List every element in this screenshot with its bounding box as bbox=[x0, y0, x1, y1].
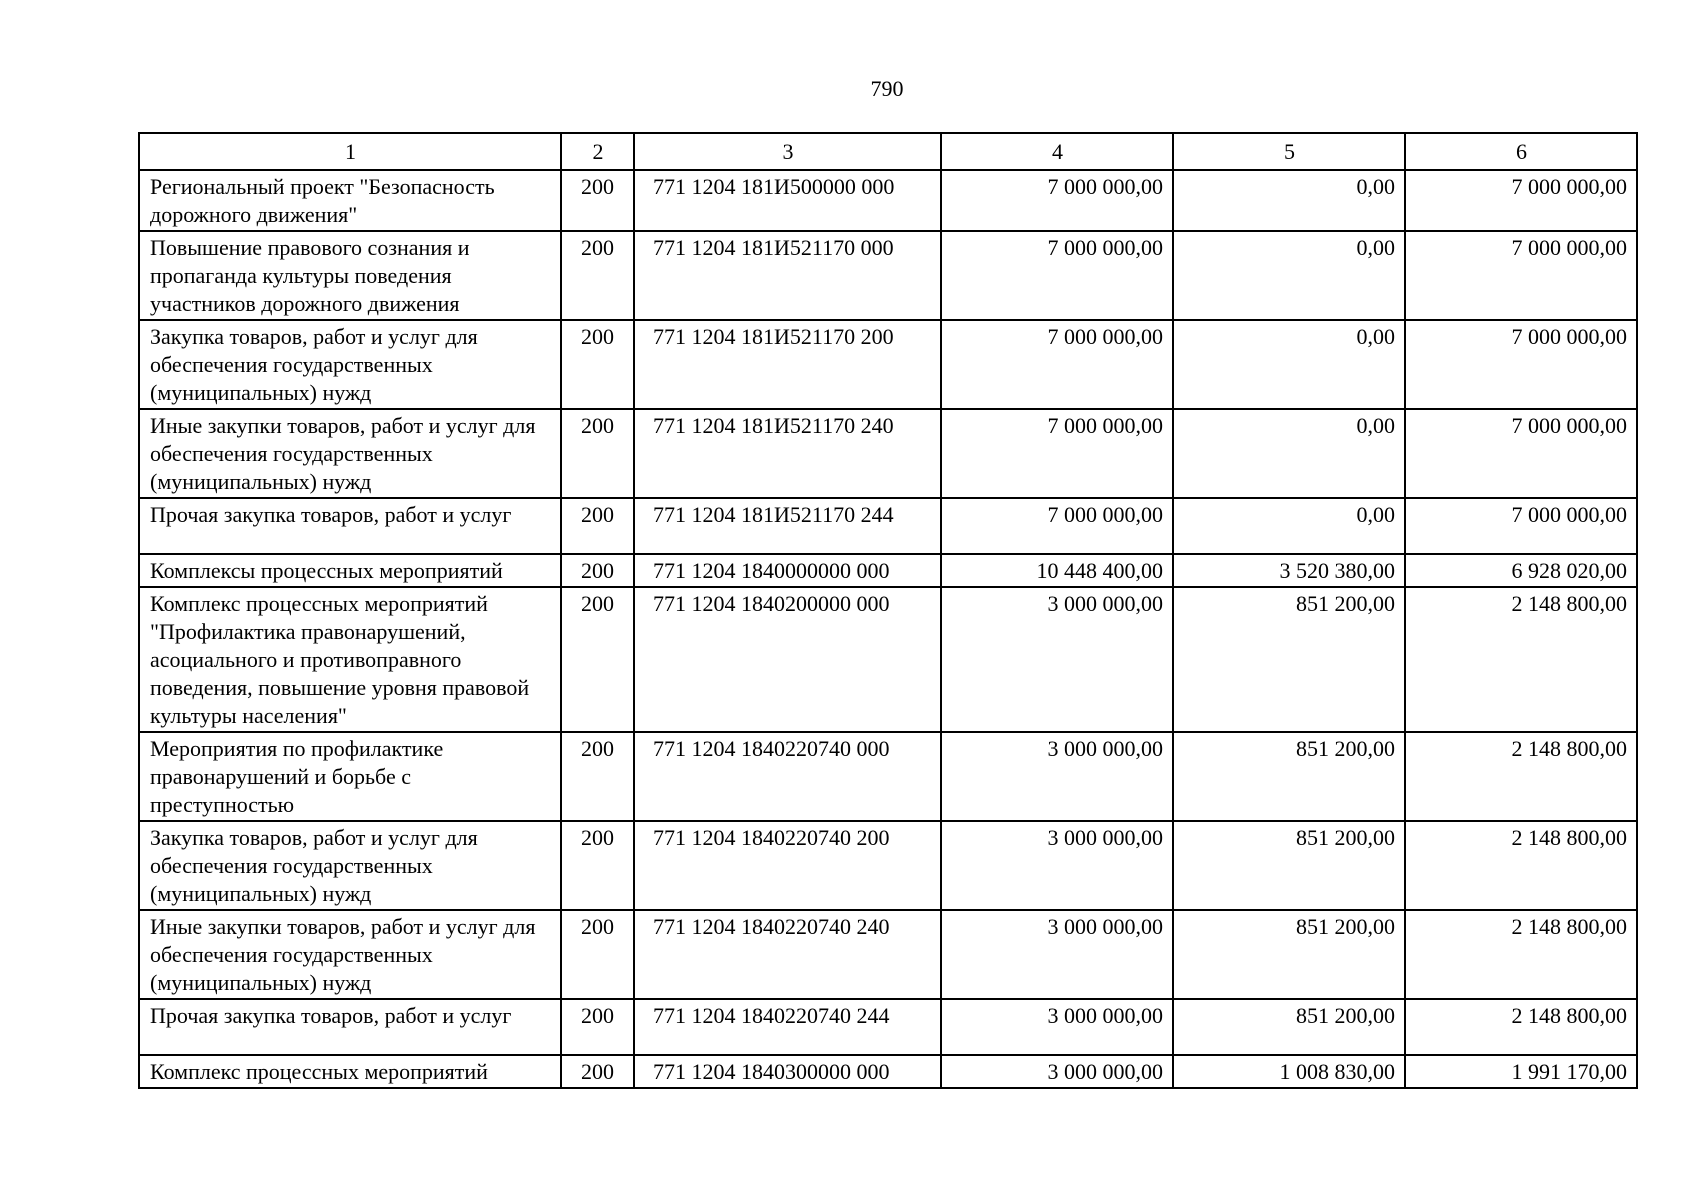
row-code-cell: 771 1204 181И521170 000 bbox=[634, 231, 941, 320]
row-value-col6: 7 000 000,00 bbox=[1405, 170, 1637, 231]
row-code-cell: 771 1204 1840000000 000 bbox=[634, 554, 941, 587]
row-value-col6: 2 148 800,00 bbox=[1405, 910, 1637, 999]
row-group-cell: 200 bbox=[561, 320, 634, 409]
table-row bbox=[139, 587, 1637, 732]
row-group-cell: 200 bbox=[561, 498, 634, 554]
row-value-col4: 3 000 000,00 bbox=[941, 732, 1173, 821]
table-row bbox=[139, 554, 1637, 587]
row-name-cell: Мероприятия по профилактике правонарушений и борьбе с преступностью bbox=[139, 732, 561, 821]
table-row bbox=[139, 821, 1637, 910]
row-value-col4: 3 000 000,00 bbox=[941, 999, 1173, 1055]
row-value-col5: 851 200,00 bbox=[1173, 587, 1405, 732]
row-value-col5: 1 008 830,00 bbox=[1173, 1055, 1405, 1088]
row-code-cell: 771 1204 1840220740 000 bbox=[634, 732, 941, 821]
row-value-col5: 0,00 bbox=[1173, 498, 1405, 554]
table-row bbox=[139, 999, 1637, 1055]
row-value-col6: 2 148 800,00 bbox=[1405, 587, 1637, 732]
row-value-col5: 0,00 bbox=[1173, 409, 1405, 498]
row-group-cell: 200 bbox=[561, 554, 634, 587]
header-col-3: 3 bbox=[634, 133, 941, 170]
row-name-cell: Повышение правового сознания и пропаганда культуры поведения участников дорожного движения bbox=[139, 231, 561, 320]
row-code-cell: 771 1204 1840220740 200 bbox=[634, 821, 941, 910]
header-col-4: 4 bbox=[941, 133, 1173, 170]
row-value-col6: 2 148 800,00 bbox=[1405, 821, 1637, 910]
row-value-col6: 2 148 800,00 bbox=[1405, 999, 1637, 1055]
header-col-1: 1 bbox=[139, 133, 561, 170]
row-name-cell: Прочая закупка товаров, работ и услуг bbox=[139, 498, 561, 554]
row-value-col6: 7 000 000,00 bbox=[1405, 231, 1637, 320]
row-value-col6: 7 000 000,00 bbox=[1405, 320, 1637, 409]
row-value-col4: 7 000 000,00 bbox=[941, 320, 1173, 409]
row-name-cell: Закупка товаров, работ и услуг для обеспечения государственных (муниципальных) нужд bbox=[139, 821, 561, 910]
header-col-2: 2 bbox=[561, 133, 634, 170]
header-col-6: 6 bbox=[1405, 133, 1637, 170]
row-name-cell: Иные закупки товаров, работ и услуг для обеспечения государственных (муниципальных) нужд bbox=[139, 910, 561, 999]
row-code-cell: 771 1204 1840220740 240 bbox=[634, 910, 941, 999]
row-value-col5: 851 200,00 bbox=[1173, 732, 1405, 821]
row-group-cell: 200 bbox=[561, 1055, 634, 1088]
table-row bbox=[139, 732, 1637, 821]
row-value-col5: 0,00 bbox=[1173, 170, 1405, 231]
row-name-cell: Комплекс процессных мероприятий bbox=[139, 1055, 561, 1088]
row-value-col4: 10 448 400,00 bbox=[941, 554, 1173, 587]
page-number: 790 bbox=[870, 76, 904, 101]
row-name-cell: Региональный проект "Безопасность дорожного движения" bbox=[139, 170, 561, 231]
row-value-col5: 851 200,00 bbox=[1173, 821, 1405, 910]
table-row bbox=[139, 320, 1637, 409]
row-code-cell: 771 1204 181И521170 240 bbox=[634, 409, 941, 498]
row-code-cell: 771 1204 1840300000 000 bbox=[634, 1055, 941, 1088]
row-value-col6: 7 000 000,00 bbox=[1405, 409, 1637, 498]
row-value-col6: 7 000 000,00 bbox=[1405, 498, 1637, 554]
row-name-cell: Комплексы процессных мероприятий bbox=[139, 554, 561, 587]
table-header bbox=[139, 133, 1637, 170]
row-code-cell: 771 1204 181И521170 244 bbox=[634, 498, 941, 554]
row-group-cell: 200 bbox=[561, 409, 634, 498]
table-row bbox=[139, 910, 1637, 999]
row-value-col4: 3 000 000,00 bbox=[941, 910, 1173, 999]
table-row bbox=[139, 498, 1637, 554]
row-group-cell: 200 bbox=[561, 732, 634, 821]
row-name-cell: Иные закупки товаров, работ и услуг для обеспечения государственных (муниципальных) нужд bbox=[139, 409, 561, 498]
row-name-cell: Прочая закупка товаров, работ и услуг bbox=[139, 999, 561, 1055]
row-value-col6: 2 148 800,00 bbox=[1405, 732, 1637, 821]
row-value-col4: 7 000 000,00 bbox=[941, 498, 1173, 554]
header-col-5: 5 bbox=[1173, 133, 1405, 170]
row-value-col5: 851 200,00 bbox=[1173, 910, 1405, 999]
budget-table bbox=[138, 132, 1638, 1089]
table-row bbox=[139, 170, 1637, 231]
row-code-cell: 771 1204 1840220740 244 bbox=[634, 999, 941, 1055]
row-value-col4: 3 000 000,00 bbox=[941, 1055, 1173, 1088]
header-row bbox=[139, 133, 1637, 170]
row-name-cell: Закупка товаров, работ и услуг для обеспечения государственных (муниципальных) нужд bbox=[139, 320, 561, 409]
row-value-col4: 7 000 000,00 bbox=[941, 231, 1173, 320]
row-value-col4: 7 000 000,00 bbox=[941, 170, 1173, 231]
row-group-cell: 200 bbox=[561, 231, 634, 320]
table-body bbox=[139, 170, 1637, 1088]
row-group-cell: 200 bbox=[561, 170, 634, 231]
row-value-col5: 0,00 bbox=[1173, 231, 1405, 320]
row-value-col5: 3 520 380,00 bbox=[1173, 554, 1405, 587]
row-name-cell: Комплекс процессных мероприятий "Профилактика правонарушений, асоциального и противоправного поведения, повышение уровня правовой культуры населения" bbox=[139, 587, 561, 732]
row-value-col6: 6 928 020,00 bbox=[1405, 554, 1637, 587]
row-value-col6: 1 991 170,00 bbox=[1405, 1055, 1637, 1088]
row-value-col4: 7 000 000,00 bbox=[941, 409, 1173, 498]
row-value-col5: 851 200,00 bbox=[1173, 999, 1405, 1055]
table-row bbox=[139, 409, 1637, 498]
row-code-cell: 771 1204 1840200000 000 bbox=[634, 587, 941, 732]
row-value-col4: 3 000 000,00 bbox=[941, 587, 1173, 732]
table-row bbox=[139, 1055, 1637, 1088]
row-group-cell: 200 bbox=[561, 910, 634, 999]
row-group-cell: 200 bbox=[561, 999, 634, 1055]
row-value-col5: 0,00 bbox=[1173, 320, 1405, 409]
row-value-col4: 3 000 000,00 bbox=[941, 821, 1173, 910]
table-row bbox=[139, 231, 1637, 320]
row-group-cell: 200 bbox=[561, 821, 634, 910]
row-code-cell: 771 1204 181И521170 200 bbox=[634, 320, 941, 409]
row-group-cell: 200 bbox=[561, 587, 634, 732]
row-code-cell: 771 1204 181И500000 000 bbox=[634, 170, 941, 231]
